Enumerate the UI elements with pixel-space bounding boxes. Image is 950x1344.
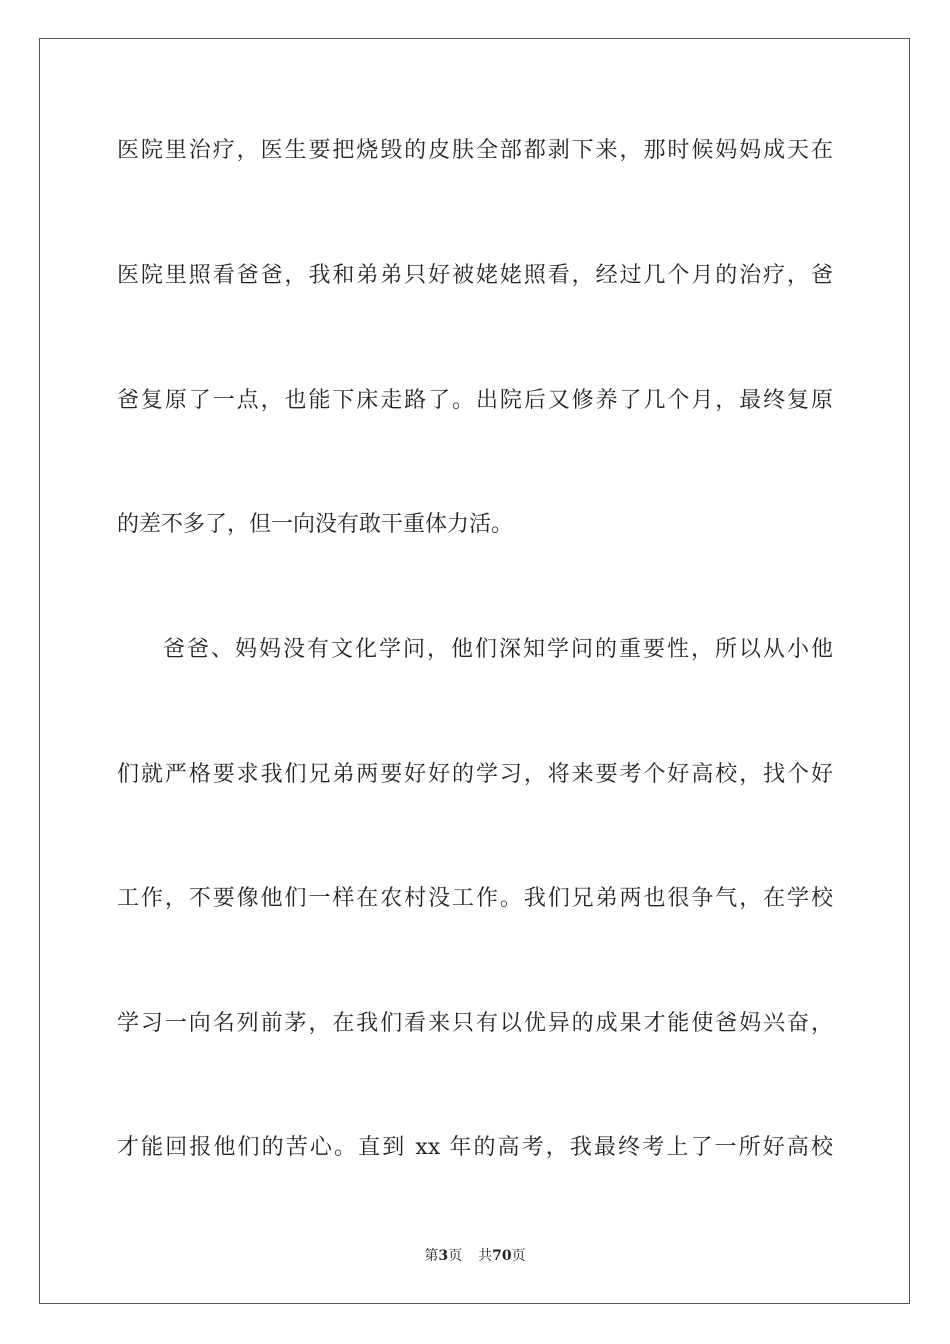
body-line-3: 爸复原了一点，也能下床走路了。出院后又修养了几个月，最终复原 <box>117 388 833 413</box>
total-suffix: 页 <box>511 1248 526 1264</box>
body-line-6: 们就严格要求我们兄弟两要好好的学习，将来要考个好高校，找个好 <box>117 762 833 787</box>
page-footer <box>0 1247 950 1265</box>
body-line-8: 学习一向名列前茅，在我们看来只有以优异的成果才能使爸妈兴奋， <box>117 1011 833 1036</box>
total-prefix: 共 <box>478 1248 493 1264</box>
page-prefix: 第 <box>424 1248 439 1264</box>
total-pages: 70 <box>492 1248 512 1264</box>
body-line-4: 的差不多了，但一向没有敢干重体力活。 <box>117 512 514 537</box>
body-line-1: 医院里治疗，医生要把烧毁的皮肤全部都剥下来，那时候妈妈成天在 <box>117 138 833 163</box>
page-number: 3 <box>438 1248 449 1264</box>
body-line-2: 医院里照看爸爸，我和弟弟只好被姥姥照看，经过几个月的治疗，爸 <box>117 263 833 288</box>
body-line-7: 工作，不要像他们一样在农村没工作。我们兄弟两也很争气，在学校 <box>117 886 833 911</box>
body-line-9: 才能回报他们的苦心。直到 xx 年的高考，我最终考上了一所好高校 <box>117 1135 833 1160</box>
page-suffix: 页 <box>448 1248 463 1264</box>
body-line-5: 爸爸、妈妈没有文化学问，他们深知学问的重要性，所以从小他 <box>163 637 833 662</box>
page-border <box>39 38 910 1304</box>
